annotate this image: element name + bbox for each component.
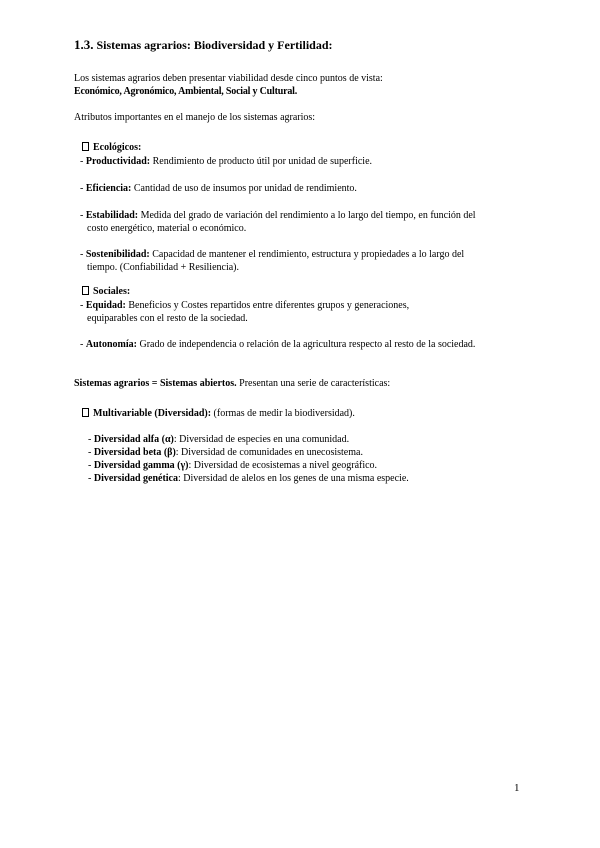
- term: Estabilidad:: [85, 210, 139, 221]
- definition-continued: costo energético, material o económico.: [87, 223, 247, 234]
- term: Equidad:: [85, 300, 126, 311]
- ecologicos-heading: [82, 141, 141, 154]
- open-systems-text: Presentan una serie de características:: [239, 378, 391, 389]
- multivariable-text: (formas de medir la biodiversidad).: [213, 408, 355, 419]
- definition: : Diversidad de comunidades en unecosistema.: [175, 447, 363, 458]
- term: Diversidad beta (β): [93, 447, 176, 458]
- definition: : Diversidad de especies en una comunidad.: [173, 434, 350, 445]
- list-item: - Diversidad alfa (α): Diversidad de especies en una comunidad.: [88, 434, 350, 445]
- ecologicos-title: Ecológicos:: [93, 142, 142, 153]
- intro-line: Los sistemas agrarios deben presentar viabilidad desde cinco puntos de vista:: [74, 73, 383, 84]
- checkbox-icon: [82, 408, 89, 417]
- list-item: - Diversidad beta (β): Diversidad de comunidades en unecosistema.: [88, 447, 363, 458]
- open-systems-line: [74, 377, 390, 390]
- section-number: 1.3.: [74, 37, 94, 52]
- list-item: - Sostenibilidad: Capacidad de mantener el rendimiento, estructura y propiedades a lo largo del: [80, 249, 465, 260]
- multivariable-term: Multivariable (Diversidad):: [93, 408, 212, 419]
- list-item: - Diversidad gamma (γ): Diversidad de ecosistemas a nivel geográfico.: [88, 460, 378, 471]
- list-item: - Eficiencia: Cantidad de uso de insumos por unidad de rendimiento.: [80, 183, 357, 194]
- definition: Medida del grado de variación del rendimiento a lo largo del tiempo, en función del: [140, 210, 476, 221]
- list-item: - Diversidad genética: Diversidad de alelos en los genes de una misma especie.: [88, 473, 409, 484]
- definition: : Diversidad de alelos en los genes de una misma especie.: [178, 473, 409, 484]
- open-systems-term: Sistemas agrarios = Sistemas abiertos.: [74, 378, 237, 389]
- sociales-title: Sociales:: [93, 286, 131, 297]
- term: Diversidad genética: [93, 473, 178, 484]
- definition: Capacidad de mantener el rendimiento, estructura y propiedades a lo largo del: [152, 249, 465, 260]
- checkbox-icon: [82, 142, 89, 151]
- term: Eficiencia:: [85, 183, 132, 194]
- term: Productividad:: [85, 156, 151, 167]
- term: Sostenibilidad:: [85, 249, 150, 260]
- viability-points: Económico, Agronómico, Ambiental, Social y Cultural.: [74, 86, 298, 97]
- attributes-intro: Atributos importantes en el manejo de los sistemas agrarios:: [74, 112, 316, 123]
- definition: Rendimiento de producto útil por unidad de superficie.: [152, 156, 373, 167]
- section-heading: [74, 37, 333, 53]
- definition: Cantidad de uso de insumos por unidad de rendimiento.: [133, 183, 357, 194]
- definition: Grado de independencia o relación de la agricultura respecto al resto de la sociedad.: [139, 339, 476, 350]
- multivariable-line: [82, 407, 355, 420]
- list-item: - Autonomía: Grado de independencia o relación de la agricultura respecto al resto de la sociedad.: [80, 339, 476, 350]
- definition-continued: tiempo. (Confiabilidad + Resiliencia).: [87, 262, 239, 273]
- section-title: Sistemas agrarios: Biodiversidad y Fertilidad:: [96, 38, 333, 52]
- term: Diversidad gamma (γ): [93, 460, 189, 471]
- term: Autonomía:: [85, 339, 137, 350]
- term: Diversidad alfa (α): [93, 434, 174, 445]
- definition-continued: equiparables con el resto de la sociedad.: [87, 313, 248, 324]
- list-item: - Estabilidad: Medida del grado de variación del rendimiento a lo largo del tiempo, en función del: [80, 210, 476, 221]
- checkbox-icon: [82, 286, 89, 295]
- list-item: - Equidad: Beneficios y Costes repartidos entre diferentes grupos y generaciones,: [80, 300, 410, 311]
- list-item: - Productividad: Rendimiento de producto útil por unidad de superficie.: [80, 156, 373, 167]
- definition: : Diversidad de ecosistemas a nivel geográfico.: [188, 460, 378, 471]
- sociales-heading: [82, 285, 130, 298]
- definition: Beneficios y Costes repartidos entre diferentes grupos y generaciones,: [128, 300, 410, 311]
- page-number: 1: [514, 782, 520, 794]
